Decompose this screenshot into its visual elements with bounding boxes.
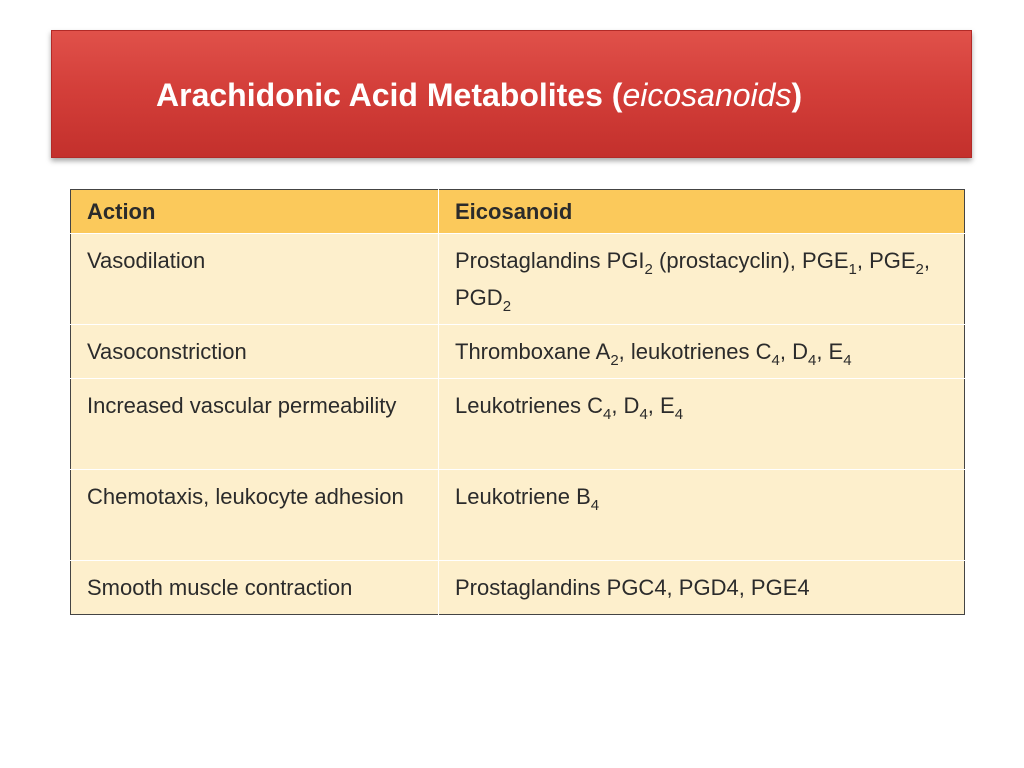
column-header-action: Action — [71, 190, 439, 234]
subscript: 4 — [674, 406, 684, 423]
eicosanoid-table-container — [70, 189, 965, 615]
action-cell: Chemotaxis, leukocyte adhesion — [71, 470, 439, 561]
slide-title-main: Arachidonic Acid Metabolites ( — [156, 77, 623, 113]
action-cell: Smooth muscle contraction — [71, 561, 439, 615]
action-cell: Increased vascular permeability — [71, 379, 439, 470]
subscript: 4 — [639, 406, 648, 423]
subscript: 2 — [502, 298, 512, 315]
subscript: 4 — [807, 352, 817, 369]
subscript: 2 — [644, 261, 653, 278]
eicosanoid-cell: Prostaglandins $PGI_2$ (prostacyclin), $PGE_1$, $PGE_2$, $PGD_2$ — [439, 234, 965, 325]
title-banner — [51, 30, 972, 158]
subscript: 4 — [602, 406, 612, 423]
table-header-row — [71, 190, 965, 234]
eicosanoid-cell: Leukotriene $B_4$ — [439, 470, 965, 561]
subscript: 1 — [848, 261, 857, 278]
slide-title — [156, 75, 802, 115]
subscript: 4 — [771, 352, 780, 369]
slide-title-italic: eicosanoids — [622, 77, 792, 113]
eicosanoid-cell: Prostaglandins PGC4, PGD4, PGE4 — [439, 561, 965, 615]
table-row — [71, 234, 965, 325]
eicosanoid-cell: Leukotrienes $C_4$, $D_4$, $E_4$ — [439, 379, 965, 470]
subscript: 4 — [843, 352, 852, 369]
slide-title-close: ) — [791, 77, 803, 113]
table-row — [71, 325, 965, 379]
subscript: 2 — [915, 261, 924, 278]
table-row — [71, 379, 965, 470]
table-row — [71, 470, 965, 561]
subscript: 4 — [590, 497, 600, 514]
action-cell: Vasodilation — [71, 234, 439, 325]
column-header-eicosanoid: Eicosanoid — [439, 190, 965, 234]
table-row — [71, 561, 965, 615]
eicosanoid-table — [70, 189, 965, 615]
eicosanoid-cell: Thromboxane $A_2$, leukotrienes $C_4$, $D_4$, $E_4$ — [439, 325, 965, 379]
action-cell: Vasoconstriction — [71, 325, 439, 379]
subscript: 2 — [610, 352, 619, 369]
